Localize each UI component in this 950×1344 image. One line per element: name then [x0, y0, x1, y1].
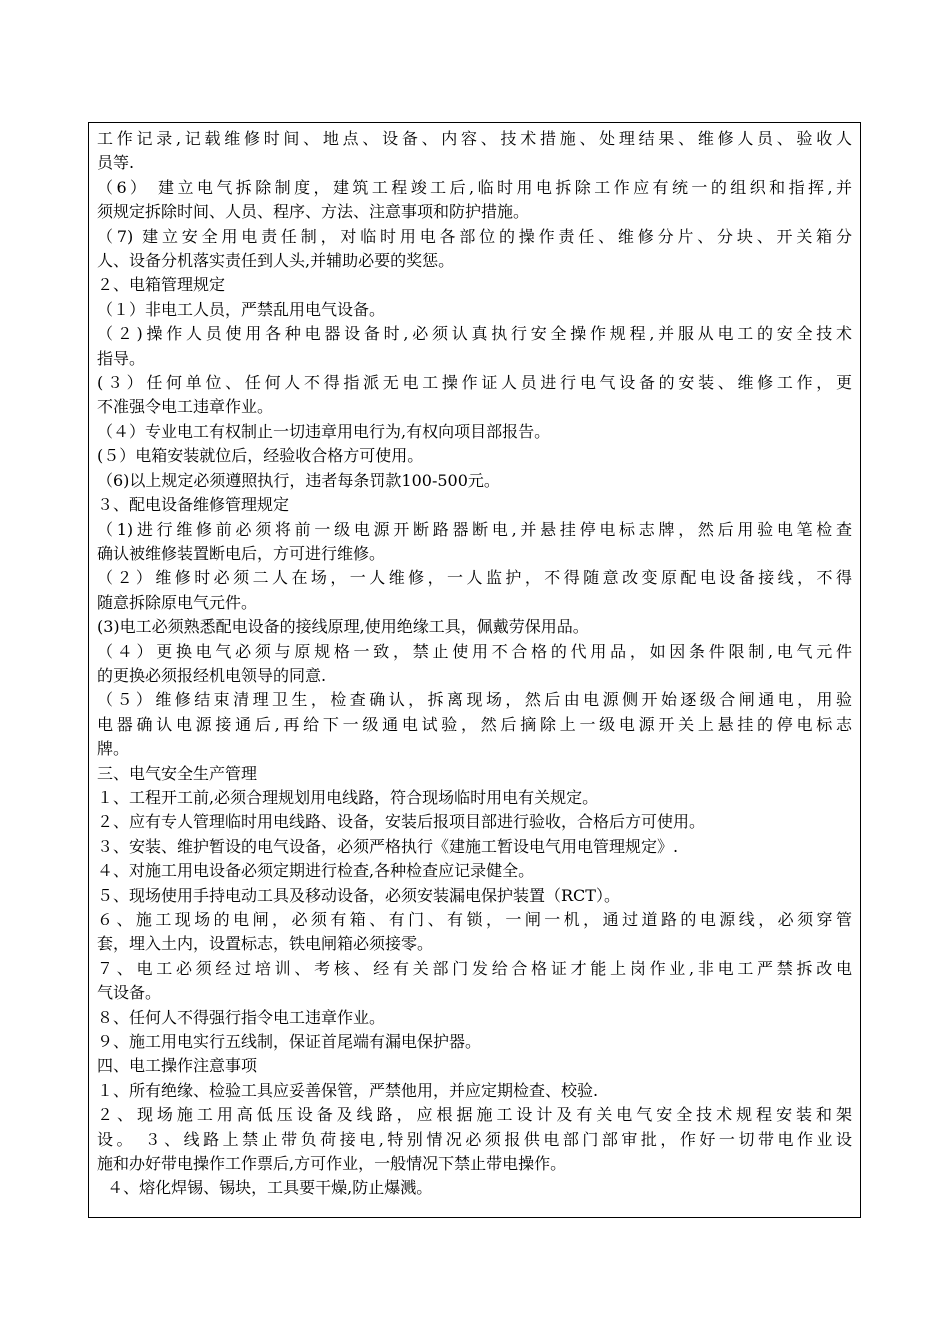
text-line: ８、任何人不得强行指令电工违章作业。: [97, 1007, 386, 1027]
document-table-cell: [88, 122, 861, 1218]
text-line: （6)以上规定必须遵照执行，违者每条罚款100-500元。: [97, 470, 500, 490]
text-line: （１）非电工人员，严禁乱用电气设备。: [97, 299, 386, 319]
text-line: （４）更换电气必须与原规格一致，禁止使用不合格的代用品，如因条件限制,电气元件: [97, 641, 852, 661]
text-line: （２）维修时必须二人在场，一人维修，一人监护，不得随意改变原配电设备接线，不得: [97, 568, 852, 588]
text-line: (５）电箱安装就位后，经验收合格方可使用。: [97, 446, 424, 466]
text-line: （1)进行维修前必须将前一级电源开断路器断电,并悬挂停电标志牌，然后用验电笔检查: [97, 519, 852, 539]
text-line: 员等.: [97, 153, 135, 173]
text-line: 套，埋入土内，设置标志，铁电闸箱必须接零。: [97, 934, 434, 954]
text-line: ９、施工用电实行五线制，保证首尾端有漏电保护器。: [97, 1032, 482, 1052]
text-line: （５）维修结束清理卫生，检查确认，拆离现场，然后由电源侧开始逐级合闸通电，用验: [97, 690, 852, 710]
text-line: 指导。: [97, 348, 146, 368]
text-line: 确认被维修装置断电后，方可进行维修。: [97, 543, 386, 563]
text-line: ５、现场使用手持电动工具及移动设备，必须安装漏电保护装置（RCT）。: [97, 885, 620, 905]
text-line: （２)操作人员使用各种电器设备时,必须认真执行安全操作规程,并服从电工的安全技术: [97, 324, 852, 344]
text-line: 设。 ３、线路上禁止带负荷接电,特别情况必须报供电部门部审批，作好一切带电作业设: [97, 1129, 852, 1149]
text-line: 施和办好带电操作工作票后,方可作业，一般情况下禁止带电操作。: [97, 1154, 567, 1174]
text-line: ４、对施工用电设备必须定期进行检查,各种检查应记录健全。: [97, 861, 535, 881]
section-heading: 四、电工操作注意事项: [97, 1056, 258, 1076]
text-line: ４、熔化焊锡、锡块，工具要干燥,防止爆溅。: [97, 1178, 433, 1198]
text-line: （４）专业电工有权制止一切违章用电行为,有权向项目部报告。: [97, 421, 551, 441]
text-line: 气设备。: [97, 983, 162, 1003]
text-line: 电器确认电源接通后,再给下一级通电试验，然后摘除上一级电源开关上悬挂的停电标志: [97, 714, 852, 734]
text-line: ２、应有专人管理临时用电线路、设备，安装后报项目部进行验收，合格后方可使用。: [97, 812, 706, 832]
text-line: 牌。: [97, 739, 130, 759]
text-line: （6） 建立电气拆除制度，建筑工程竣工后,临时用电拆除工作应有统一的组织和指挥,并: [97, 177, 852, 197]
text-line: 不准强令电工违章作业。: [97, 397, 274, 417]
text-line: 工作记录,记载维修时间、地点、设备、内容、技术措施、处理结果、维修人员、验收人: [97, 129, 852, 148]
text-line: 随意拆除原电气元件。: [97, 592, 258, 612]
section-heading: ２、电箱管理规定: [97, 275, 226, 295]
text-line: 的更换必须报经机电领导的同意.: [97, 665, 327, 685]
section-heading: ３、配电设备维修管理规定: [97, 495, 290, 515]
text-line: ２、现场施工用高低压设备及线路，应根据施工设计及有关电气安全技术规程安装和架: [97, 1105, 852, 1125]
text-line: 人、设备分机落实责任到人头,并辅助必要的奖惩。: [97, 251, 455, 271]
text-line: (３）任何单位、任何人不得指派无电工操作证人员进行电气设备的安装、维修工作，更: [97, 373, 852, 393]
section-heading: 三、电气安全生产管理: [97, 763, 258, 783]
text-line: １、所有绝缘、检验工具应妥善保管，严禁他用，并应定期检查、校验.: [97, 1080, 599, 1100]
text-line: １、工程开工前,必须合理规划用电线路，符合现场临时用电有关规定。: [97, 787, 599, 807]
text-line: (3)电工必须熟悉配电设备的接线原理,使用绝缘工具，佩戴劳保用品。: [97, 617, 589, 637]
text-line: 须规定拆除时间、人员、程序、方法、注意事项和防护措施。: [97, 202, 530, 222]
text-line: ３、安装、维护暂设的电气设备，必须严格执行《建施工暂设电气用电管理规定》.: [97, 836, 679, 856]
text-line: ７、电工必须经过培训、考核、经有关部门发给合格证才能上岗作业,非电工严禁拆改电: [97, 958, 852, 978]
text-line: ６、施工现场的电闸，必须有箱、有门、有锁，一闸一机，通过道路的电源线，必须穿管: [97, 910, 852, 929]
text-line: （7) 建立安全用电责任制，对临时用电各部位的操作责任、维修分片、分块、开关箱分: [97, 226, 852, 246]
